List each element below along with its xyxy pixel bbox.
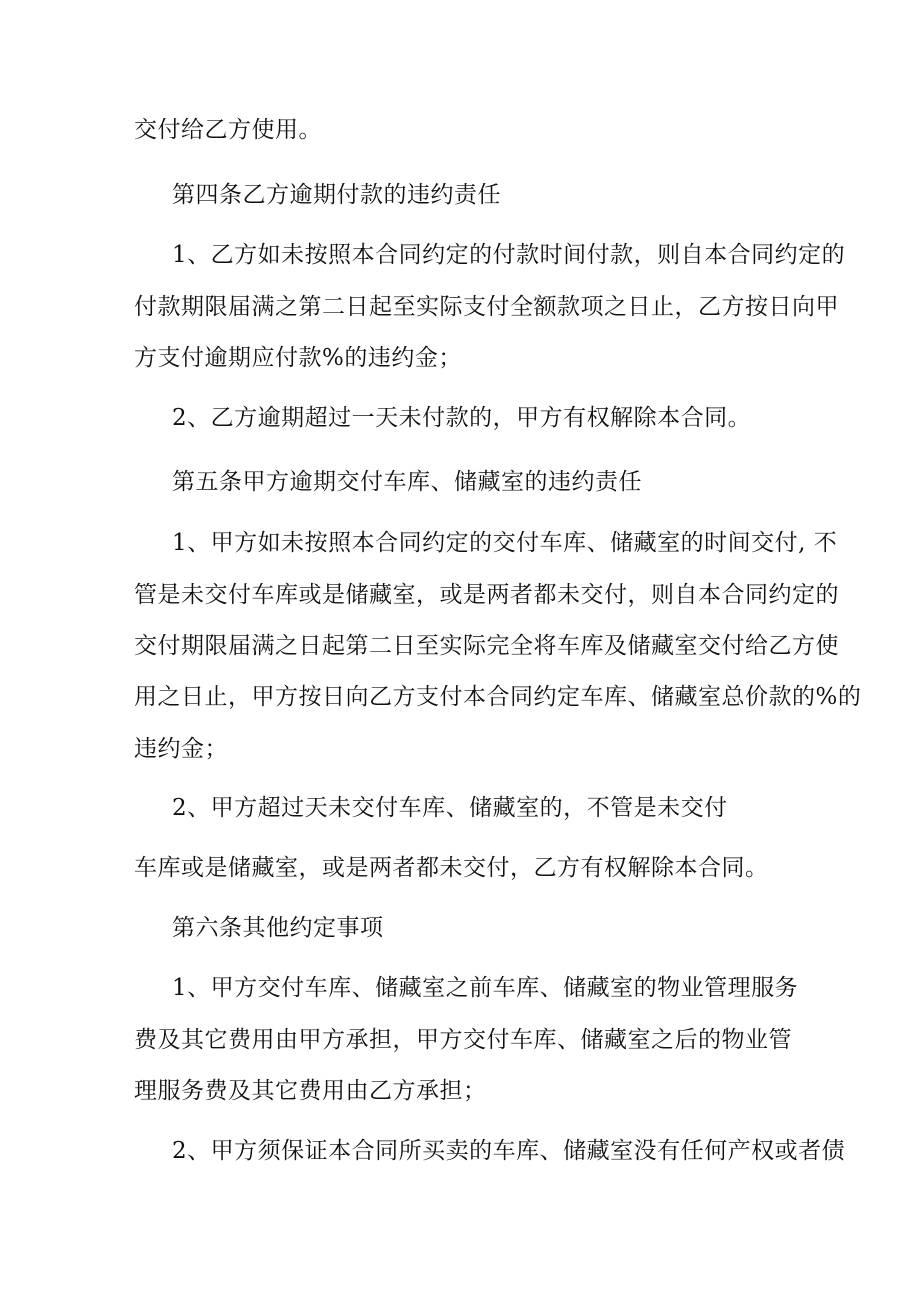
text-line: 违约金； (134, 736, 228, 762)
text-line: 交付期限届满之日起第二日至实际完全将车库及储藏室交付给乙方使 (134, 633, 839, 659)
text-line: 1、甲方如未按照本合同约定的交付车库、储藏室的时间交付, 不 (172, 530, 838, 556)
section-heading: 第六条其他约定事项 (172, 915, 384, 941)
text-line: 2、甲方须保证本合同所买卖的车库、储藏室没有任何产权或者债 (172, 1138, 846, 1164)
text-line: 付款期限届满之第二日起至实际支付全额款项之日止，乙方按日向甲 (134, 294, 839, 320)
text-line: 车库或是储藏室，或是两者都未交付，乙方有权解除本合同。 (134, 855, 769, 881)
section-heading: 第五条甲方逾期交付车库、储藏室的违约责任 (172, 469, 642, 495)
text-line: 2、乙方逾期超过一天未付款的，甲方有权解除本合同。 (172, 405, 752, 431)
section-heading: 第四条乙方逾期付款的违约责任 (172, 182, 501, 208)
text-line: 1、甲方交付车库、储藏室之前车库、储藏室的物业管理服务 (172, 975, 799, 1001)
text-line: 理服务费及其它费用由乙方承担； (134, 1078, 487, 1104)
text-line: 方支付逾期应付款%的违约金； (134, 345, 462, 371)
text-line: 2、甲方超过天未交付车库、储藏室的，不管是未交付 (172, 795, 728, 821)
text-line: 管是未交付车库或是储藏室，或是两者都未交付，则自本合同约定的 (134, 582, 839, 608)
text-line: 交付给乙方使用。 (134, 117, 322, 143)
text-line: 1、乙方如未按照本合同约定的付款时间付款，则自本合同约定的 (172, 242, 846, 268)
text-line: 费及其它费用由甲方承担，甲方交付车库、储藏室之后的物业管 (134, 1027, 792, 1053)
text-line: 用之日止，甲方按日向乙方支付本合同约定车库、储藏室总价款的%的 (134, 684, 862, 710)
